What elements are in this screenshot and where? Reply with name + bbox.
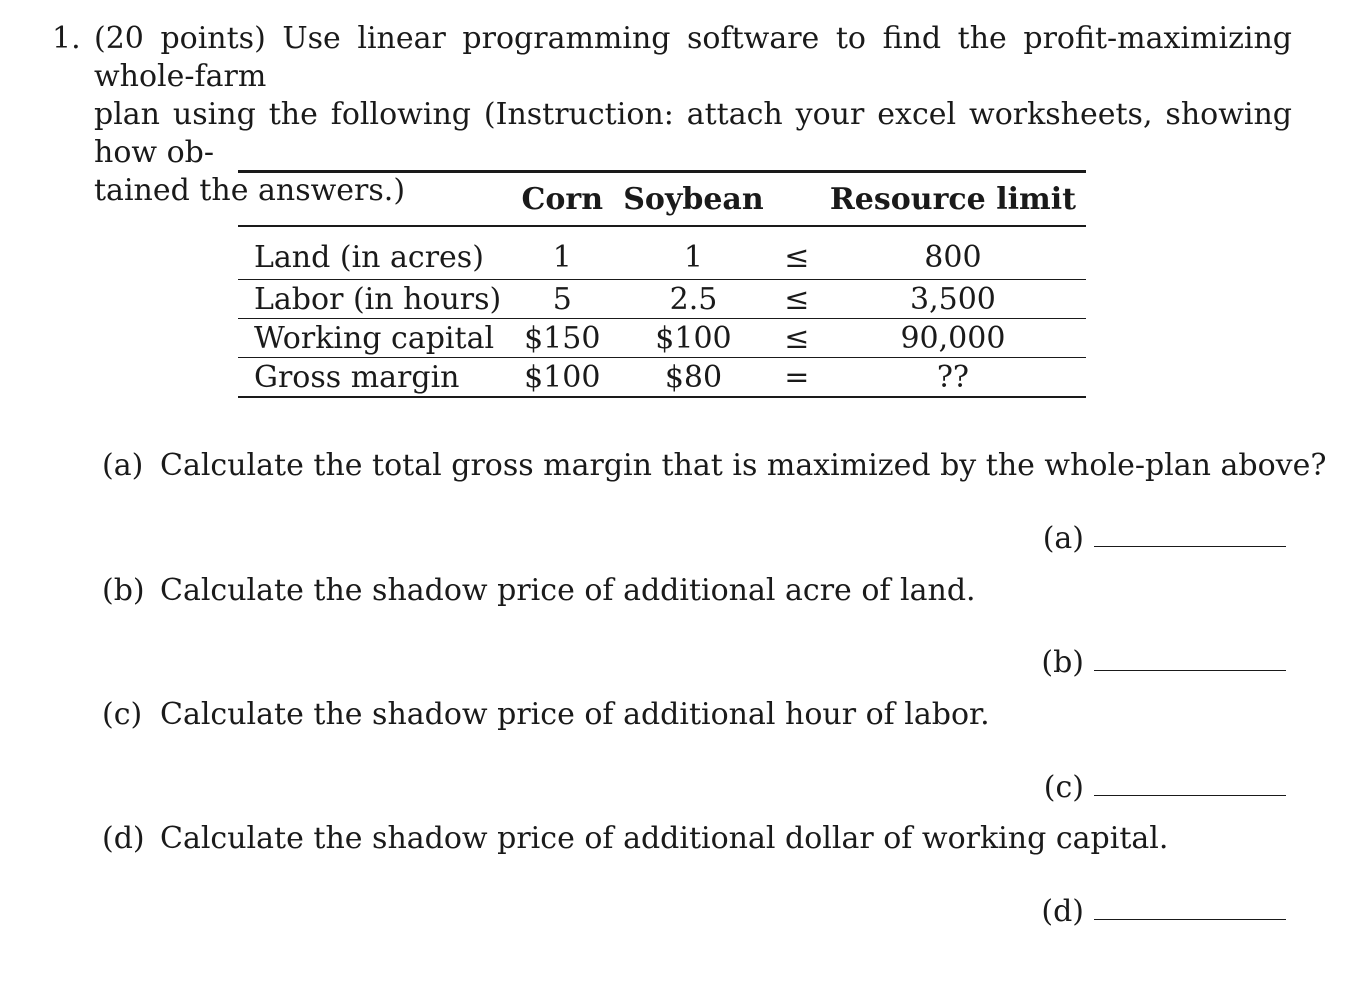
cell-operator: ≤ — [774, 319, 820, 358]
header-resource-limit: Resource limit — [820, 172, 1086, 227]
header-soybean: Soybean — [613, 172, 773, 227]
header-empty — [238, 172, 511, 227]
cell-corn: $100 — [511, 358, 613, 398]
row-label: Labor (in hours) — [238, 280, 511, 319]
header-corn: Corn — [511, 172, 613, 227]
cell-corn: 1 — [511, 226, 613, 280]
question-d-label: (d) — [102, 821, 145, 856]
problem-text-line-1: (20 points) Use linear programming software to find the profit-maximizing whole-farm — [94, 21, 1292, 94]
answer-c-label: (c) — [1043, 770, 1084, 805]
resource-table — [238, 170, 1086, 398]
table-row — [238, 358, 1086, 398]
cell-soybean: $100 — [613, 319, 773, 358]
table-row — [238, 319, 1086, 358]
answer-c-blank[interactable] — [1094, 795, 1286, 796]
answer-a-label: (a) — [1042, 521, 1084, 556]
resource-table-grid — [238, 170, 1086, 398]
answer-a-blank[interactable] — [1094, 546, 1286, 547]
question-a-label: (a) — [102, 448, 144, 483]
row-label: Working capital — [238, 319, 511, 358]
answer-b-blank[interactable] — [1094, 670, 1286, 671]
header-operator — [774, 172, 820, 227]
cell-soybean: 2.5 — [613, 280, 773, 319]
cell-operator: ≤ — [774, 226, 820, 280]
question-c-label: (c) — [102, 697, 143, 732]
question-d-text: Calculate the shadow price of additional dollar of working capital. — [160, 821, 1169, 856]
cell-corn: 5 — [511, 280, 613, 319]
problem-text-line-3: tained the answers.) — [94, 173, 406, 208]
question-b-text: Calculate the shadow price of additional acre of land. — [160, 573, 976, 608]
answer-b-label: (b) — [1041, 645, 1084, 680]
cell-limit: ?? — [820, 358, 1086, 398]
question-a-text: Calculate the total gross margin that is maximized by the whole-plan above? — [160, 448, 1327, 483]
cell-operator: = — [774, 358, 820, 398]
row-label: Land (in acres) — [238, 226, 511, 280]
problem-text-line-2: plan using the following (Instruction: attach your excel worksheets, showing how ob- — [94, 97, 1292, 170]
cell-limit: 3,500 — [820, 280, 1086, 319]
cell-limit: 90,000 — [820, 319, 1086, 358]
table-row — [238, 226, 1086, 280]
cell-limit: 800 — [820, 226, 1086, 280]
question-c-text: Calculate the shadow price of additional hour of labor. — [160, 697, 990, 732]
question-d — [102, 820, 1168, 858]
question-a — [102, 447, 1326, 485]
question-b — [102, 572, 976, 610]
cell-soybean: 1 — [613, 226, 773, 280]
row-label: Gross margin — [238, 358, 511, 398]
table-row — [238, 280, 1086, 319]
answer-d-label: (d) — [1041, 894, 1084, 929]
question-c — [102, 696, 990, 734]
cell-soybean: $80 — [613, 358, 773, 398]
table-header-row — [238, 172, 1086, 227]
cell-corn: $150 — [511, 319, 613, 358]
question-b-label: (b) — [102, 573, 145, 608]
problem-number: 1. — [52, 21, 81, 56]
answer-d-blank[interactable] — [1094, 919, 1286, 920]
cell-operator: ≤ — [774, 280, 820, 319]
